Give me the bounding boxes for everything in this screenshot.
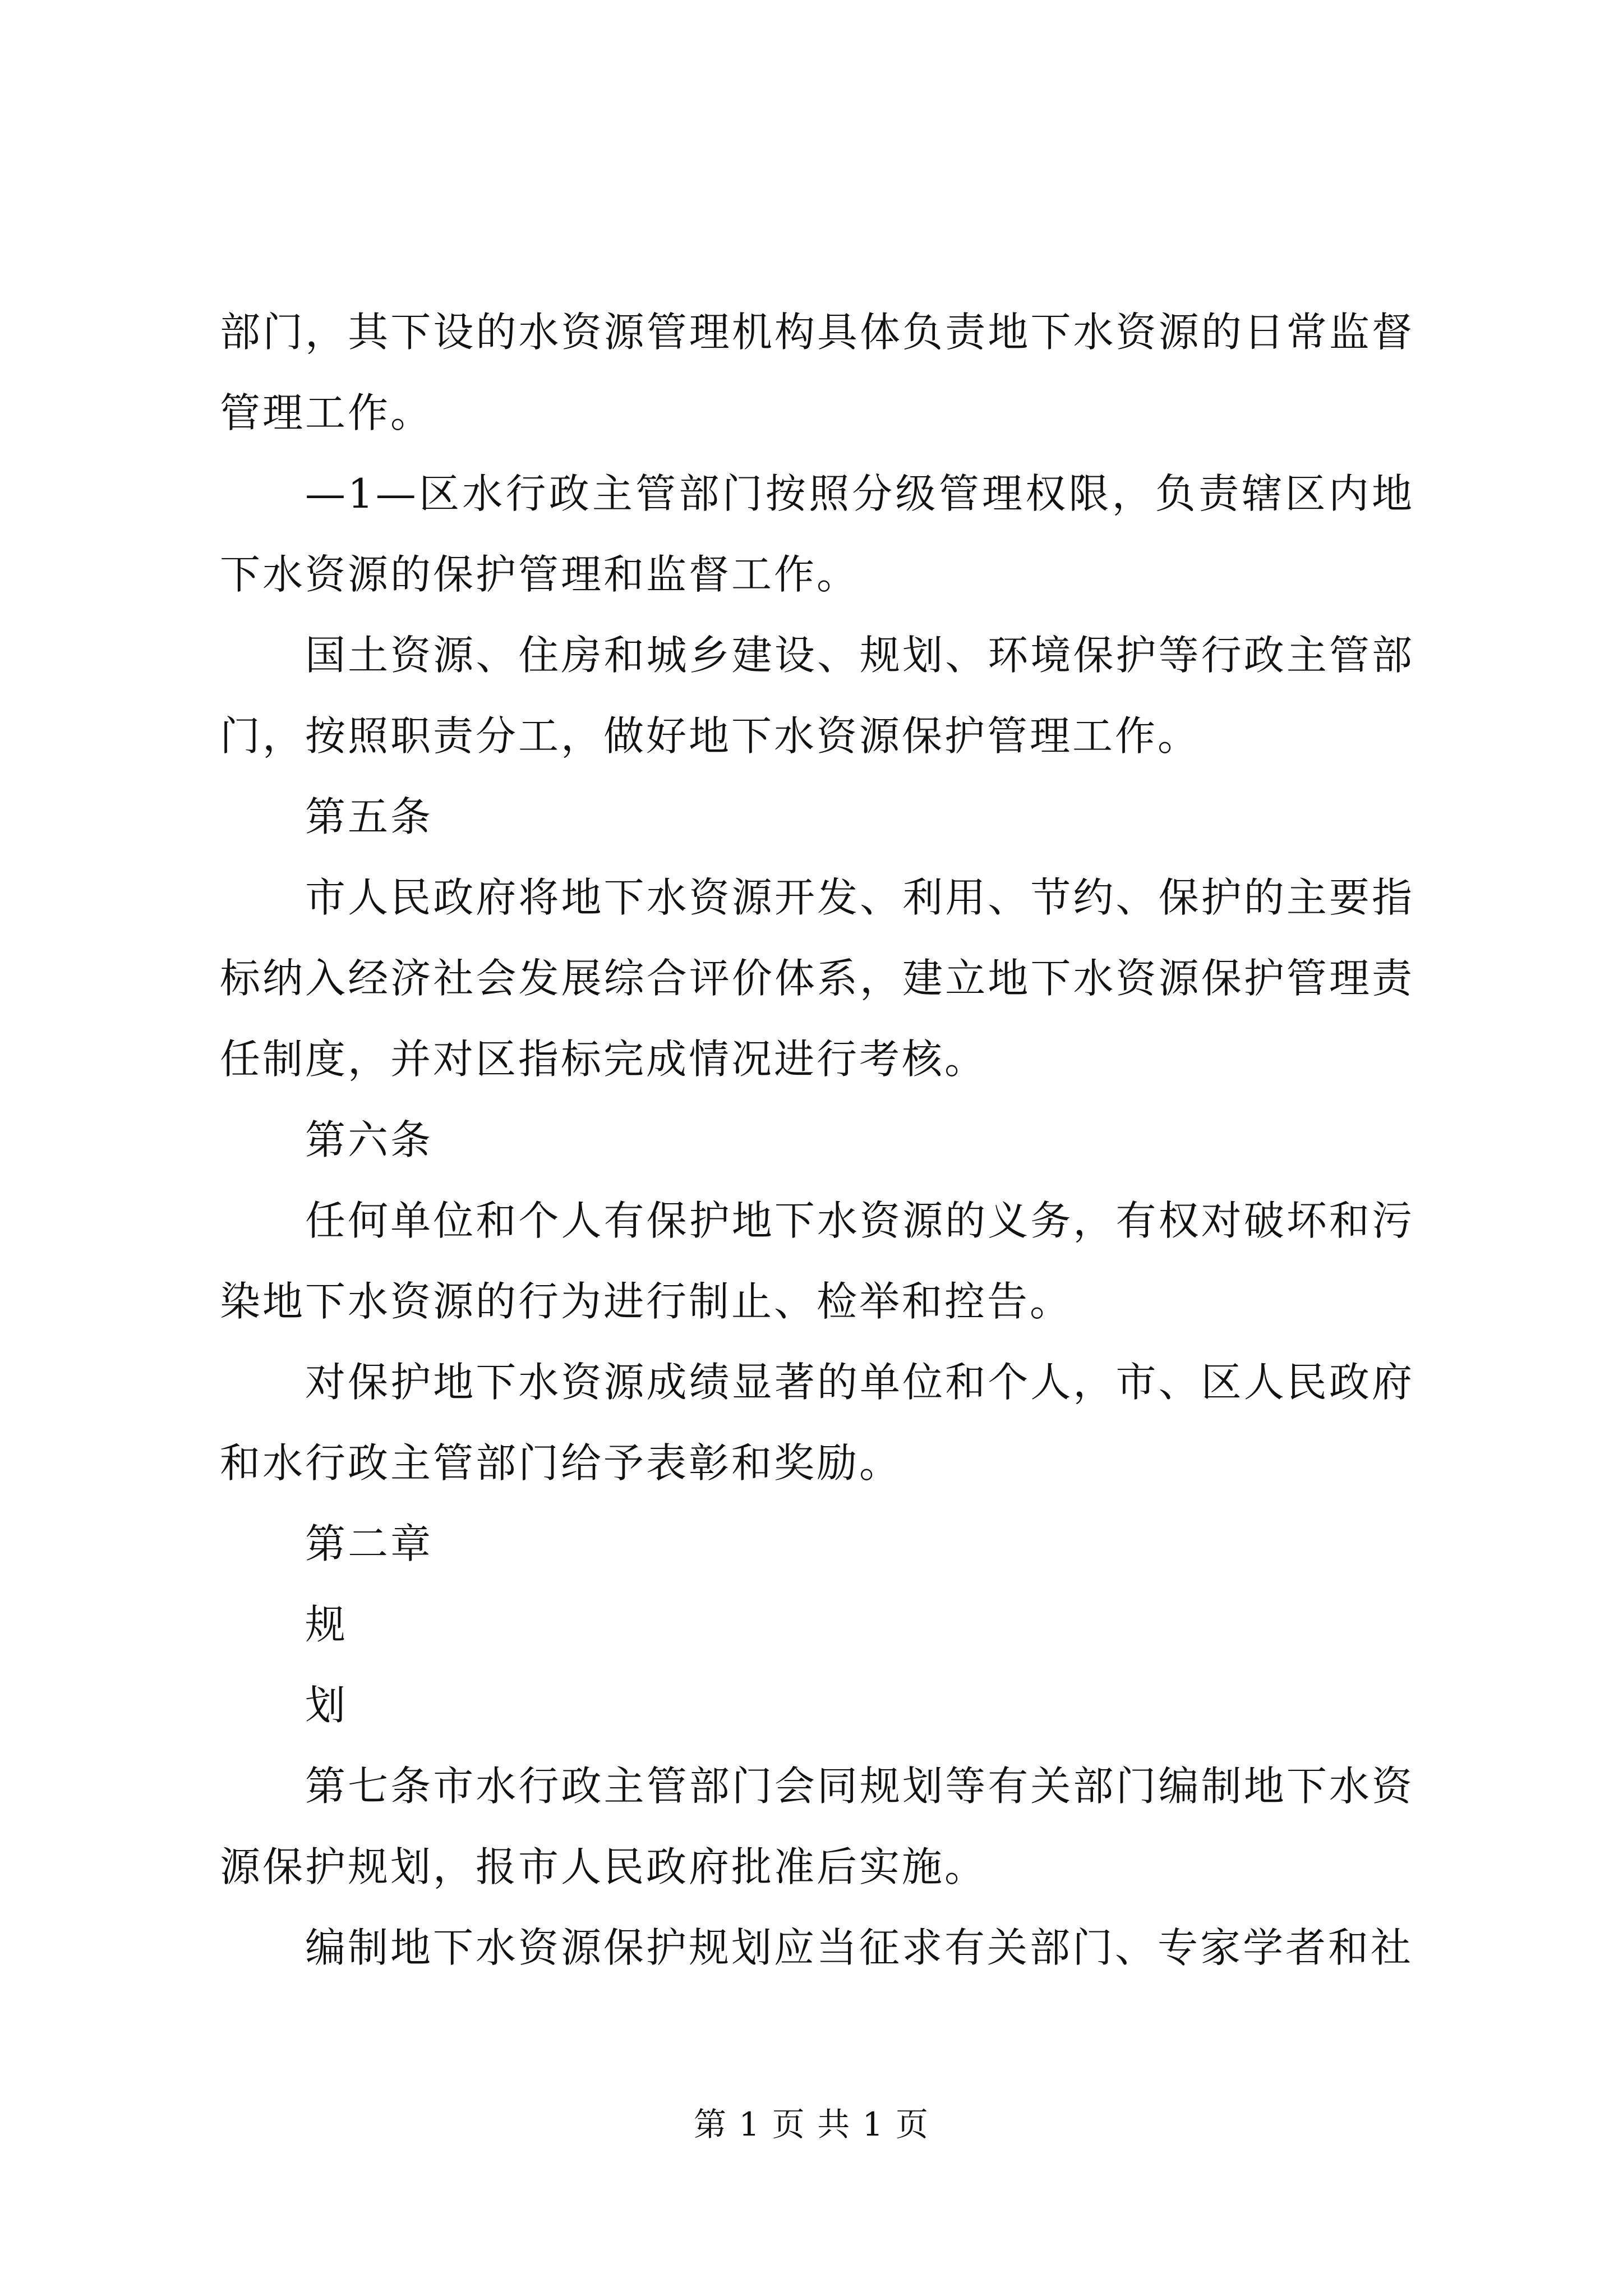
article-6-heading: 第六条 (305, 1116, 434, 1163)
paragraph-1: 部门，其下设的水资源管理机构具体负责地下水资源的日常监督管理工作。 (220, 309, 1414, 436)
article-5-heading: 第五条 (305, 793, 434, 840)
paragraph-8: 对保护地下水资源成绩显著的单位和个人，市、区人民政府和水行政主管部门给予表彰和奖励。 (220, 1359, 1414, 1487)
paragraph-13: 编制地下水资源保护规划应当征求有关部门、专家学者和社 (305, 1924, 1414, 1971)
chapter-2-heading: 第二章 (305, 1520, 434, 1567)
page-footer (0, 2098, 1623, 2145)
chapter-title-char-2: 划 (305, 1682, 348, 1729)
paragraph-2: —1—区水行政主管部门按照分级管理权限，负责辖区内地下水资源的保护管理和监督工作。 (220, 470, 1414, 598)
page-number-label: 第 1 页 共 1 页 (694, 2105, 929, 2143)
paragraph-3: 国土资源、住房和城乡建设、规划、环境保护等行政主管部门，按照职责分工，做好地下水资源保护管理工作。 (220, 632, 1414, 760)
paragraph-7: 任何单位和个人有保护地下水资源的义务，有权对破坏和污染地下水资源的行为进行制止、检举和控告。 (220, 1197, 1414, 1325)
paragraph-5: 市人民政府将地下水资源开发、利用、节约、保护的主要指标纳入经济社会发展综合评价体系，建立地下水资源保护管理责任制度，并对区指标完成情况进行考核。 (220, 874, 1414, 1083)
document-body (220, 292, 1414, 1988)
paragraph-12: 第七条市水行政主管部门会同规划等有关部门编制地下水资源保护规划，报市人民政府批准后实施。 (220, 1763, 1414, 1890)
chapter-title-char-1: 规 (305, 1601, 348, 1648)
